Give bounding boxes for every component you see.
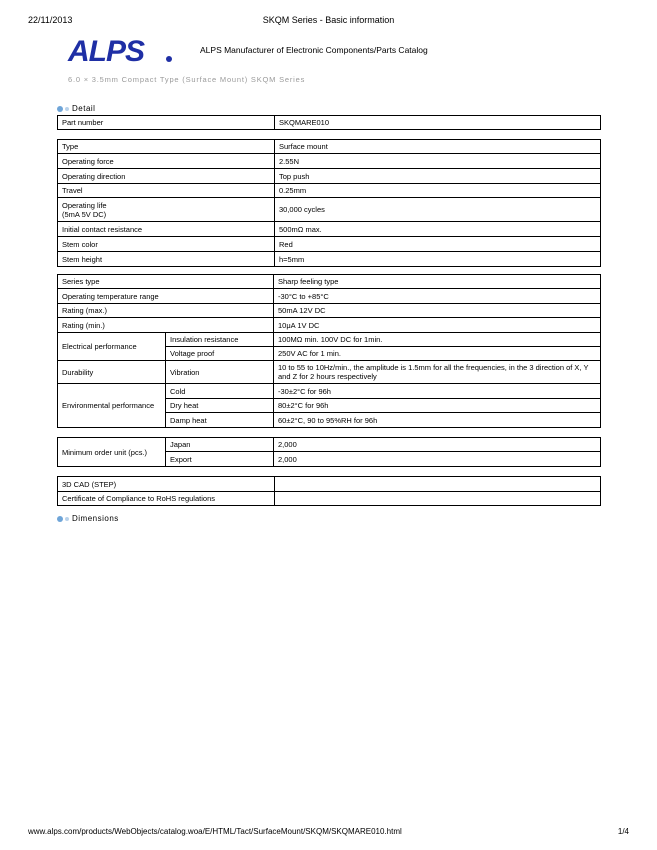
print-date: 22/11/2013 bbox=[28, 15, 73, 25]
rating-sublabel: Dry heat bbox=[166, 399, 274, 413]
table-row bbox=[58, 492, 601, 506]
rating-sublabel: Damp heat bbox=[166, 413, 274, 428]
rating-sublabel: Vibration bbox=[166, 361, 274, 384]
bullet-icon bbox=[57, 106, 63, 112]
table-row bbox=[58, 169, 601, 184]
rating-label: Operating temperature range bbox=[58, 289, 274, 304]
rating-value: 10 to 55 to 10Hz/min., the amplitude is 1.5mm for all the frequencies, in the 3 direction of X, Y and Z for 2 hours respectively bbox=[274, 361, 601, 384]
table-row bbox=[58, 438, 601, 452]
spec-label: Initial contact resistance bbox=[58, 222, 275, 237]
spec-value: Top push bbox=[275, 169, 601, 184]
spec-label: Stem height bbox=[58, 252, 275, 267]
section-dimensions-label: Dimensions bbox=[72, 514, 119, 523]
bullet-small-icon bbox=[65, 517, 69, 521]
spec-value: Red bbox=[275, 237, 601, 252]
table-row bbox=[58, 184, 601, 198]
spec-label bbox=[58, 198, 275, 222]
order-region: Japan bbox=[166, 438, 274, 452]
alps-logo[interactable]: ALPS bbox=[68, 35, 145, 68]
table-row bbox=[58, 116, 601, 130]
spec-value: 500mΩ max. bbox=[275, 222, 601, 237]
section-dimensions bbox=[57, 514, 119, 523]
rating-value: 10μA 1V DC bbox=[274, 318, 601, 333]
table-row bbox=[58, 154, 601, 169]
group-label: Electrical performance bbox=[58, 333, 166, 361]
table-row bbox=[58, 275, 601, 289]
table-row bbox=[58, 304, 601, 318]
rating-value: -30±2°C for 96h bbox=[274, 384, 601, 399]
group-label: Environmental performance bbox=[58, 384, 166, 428]
page-subtitle: 6.0 × 3.5mm Compact Type (Surface Mount) SKQM Series bbox=[68, 75, 306, 84]
rohs-certificate-value bbox=[275, 492, 601, 506]
spec-label: Operating force bbox=[58, 154, 275, 169]
order-value: 2,000 bbox=[274, 438, 601, 452]
table-row bbox=[58, 252, 601, 267]
part-number-value: SKQMARE010 bbox=[275, 116, 601, 130]
spec-label-line1: Operating life bbox=[62, 200, 107, 210]
bullet-icon bbox=[57, 516, 63, 522]
spec-value: 0.25mm bbox=[275, 184, 601, 198]
print-title: SKQM Series - Basic information bbox=[262, 15, 395, 25]
downloads-table bbox=[57, 476, 601, 506]
part-number-label: Part number bbox=[58, 116, 275, 130]
rating-label: Series type bbox=[58, 275, 274, 289]
spec-label-line2: (5mA 5V DC) bbox=[62, 209, 107, 219]
part-number-table bbox=[57, 115, 601, 130]
order-region: Export bbox=[166, 452, 274, 467]
spec-value: 30,000 cycles bbox=[275, 198, 601, 222]
ratings-table bbox=[57, 274, 601, 428]
rating-value: Sharp feeling type bbox=[274, 275, 601, 289]
brand-tagline: ALPS Manufacturer of Electronic Components/Parts Catalog bbox=[200, 45, 428, 55]
spec-label: Stem color bbox=[58, 237, 275, 252]
rating-value: 250V AC for 1 min. bbox=[274, 347, 601, 361]
rohs-certificate-link[interactable]: Certificate of Compliance to RoHS regulations bbox=[58, 492, 275, 506]
table-row bbox=[58, 333, 601, 347]
spec-label: Travel bbox=[58, 184, 275, 198]
logo-registered-mark bbox=[166, 56, 172, 62]
rating-sublabel: Voltage proof bbox=[166, 347, 274, 361]
spec-label: Operating direction bbox=[58, 169, 275, 184]
table-row bbox=[58, 140, 601, 154]
order-table bbox=[57, 437, 601, 467]
rating-sublabel: Cold bbox=[166, 384, 274, 399]
table-row bbox=[58, 222, 601, 237]
cad-step-link[interactable]: 3D CAD (STEP) bbox=[58, 477, 275, 492]
rating-value: 100MΩ min. 100V DC for 1min. bbox=[274, 333, 601, 347]
spec-label: Type bbox=[58, 140, 275, 154]
order-value: 2,000 bbox=[274, 452, 601, 467]
table-row bbox=[58, 289, 601, 304]
rating-value: -30°C to +85°C bbox=[274, 289, 601, 304]
spec-value: Surface mount bbox=[275, 140, 601, 154]
rating-value: 50mA 12V DC bbox=[274, 304, 601, 318]
rating-label: Rating (min.) bbox=[58, 318, 274, 333]
rating-value: 60±2°C, 90 to 95%RH for 96h bbox=[274, 413, 601, 428]
section-detail bbox=[57, 104, 95, 113]
table-row bbox=[58, 477, 601, 492]
page-url: www.alps.com/products/WebObjects/catalog.woa/E/HTML/Tact/SurfaceMount/SKQM/SKQMARE010.html bbox=[28, 827, 402, 836]
rating-value: 80±2°C for 96h bbox=[274, 399, 601, 413]
specs-table bbox=[57, 139, 601, 267]
table-row bbox=[58, 361, 601, 384]
section-detail-label: Detail bbox=[72, 104, 96, 113]
rating-sublabel: Insulation resistance bbox=[166, 333, 274, 347]
table-row bbox=[58, 237, 601, 252]
table-row bbox=[58, 198, 601, 222]
group-label: Durability bbox=[58, 361, 166, 384]
cad-step-value bbox=[275, 477, 601, 492]
spec-value: h=5mm bbox=[275, 252, 601, 267]
order-label: Minimum order unit (pcs.) bbox=[58, 438, 166, 467]
bullet-small-icon bbox=[65, 107, 69, 111]
rating-label: Rating (max.) bbox=[58, 304, 274, 318]
page-number: 1/4 bbox=[617, 827, 629, 836]
table-row bbox=[58, 318, 601, 333]
spec-value: 2.55N bbox=[275, 154, 601, 169]
table-row bbox=[58, 384, 601, 399]
